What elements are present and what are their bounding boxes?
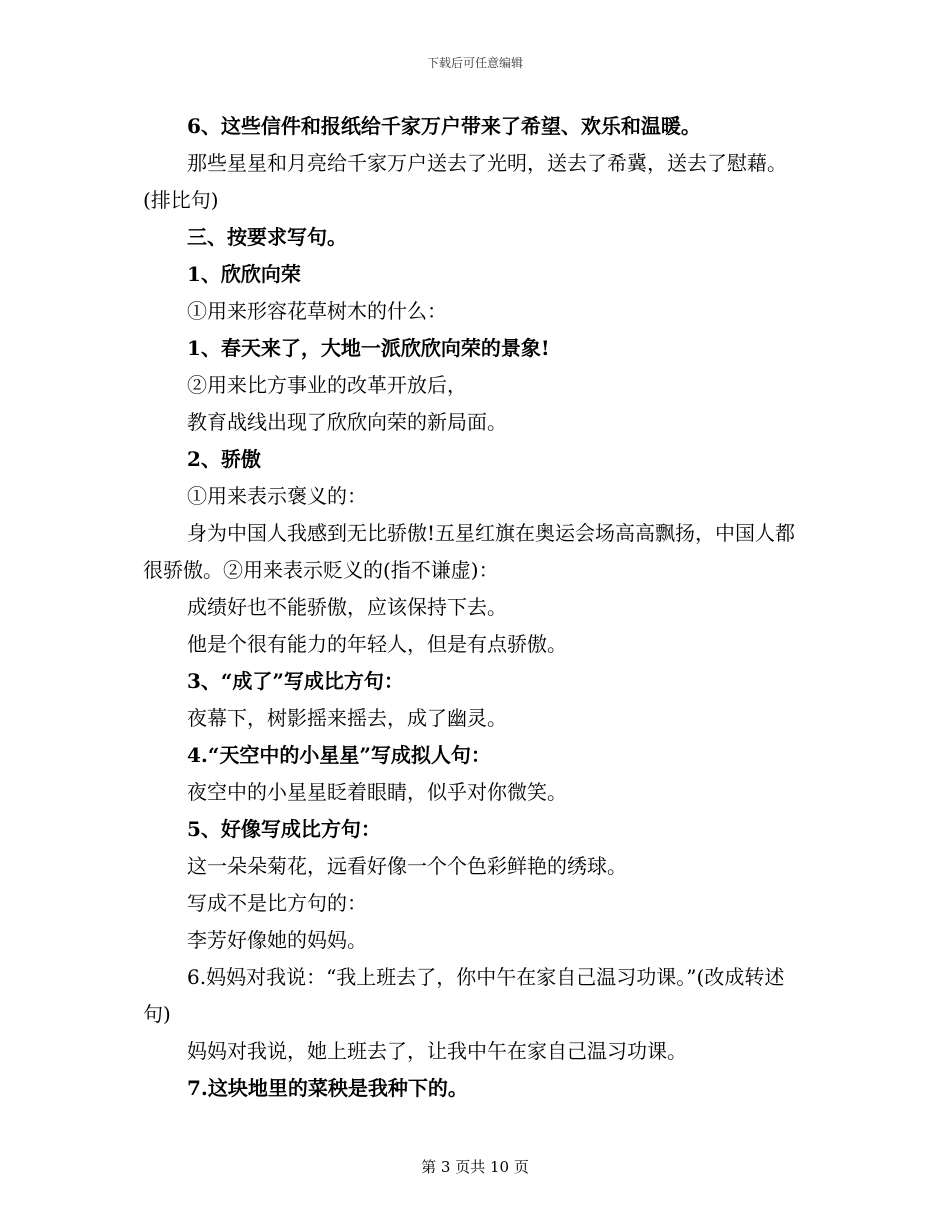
paragraph: 夜幕下，树影摇来摇去，成了幽灵。 [187, 706, 507, 730]
paragraph: 4.“天空中的小星星”写成拟人句： [187, 743, 491, 767]
paragraph: 妈妈对我说，她上班去了，让我中午在家自己温习功课。 [187, 1039, 687, 1063]
paragraph: 6.妈妈对我说：“我上班去了，你中午在家自己温习功课。”(改成转述句) [143, 965, 785, 1026]
paragraph: 写成不是比方句的： [187, 891, 367, 915]
page-header: 下载后可任意编辑 [426, 56, 523, 70]
paragraph: ①用来形容花草树木的什么： [187, 299, 447, 323]
paragraph: 1、欣欣向荣 [187, 262, 301, 286]
paragraph: 1、春天来了，大地一派欣欣向荣的景象! [187, 336, 550, 360]
paragraph: 这一朵朵菊花，远看好像一个个色彩鲜艳的绣球。 [187, 854, 627, 878]
paragraph: 教育战线出现了欣欣向荣的新局面。 [187, 410, 507, 434]
paragraph: 身为中国人我感到无比骄傲!五星红旗在奥运会场高高飘扬，中国人都很骄傲。②用来表示贬义的(指不谦虚)： [143, 521, 796, 582]
paragraph: 6、这些信件和报纸给千家万户带来了希望、欢乐和温暖。 [187, 114, 701, 138]
paragraph: 成绩好也不能骄傲，应该保持下去。 [187, 595, 507, 619]
paragraph: 7.这块地里的菜秧是我种下的。 [187, 1076, 468, 1100]
paragraph: 三、按要求写句。 [187, 225, 347, 249]
paragraph: 李芳好像她的妈妈。 [187, 928, 367, 952]
paragraph: 他是个很有能力的年轻人，但是有点骄傲。 [187, 632, 567, 656]
document-body [143, 108, 807, 1107]
paragraph: ②用来比方事业的改革开放后， [187, 373, 467, 397]
paragraph: 5、好像写成比方句： [187, 817, 381, 841]
paragraph: ①用来表示褒义的： [187, 484, 367, 508]
paragraph: 2、骄傲 [187, 447, 261, 471]
paragraph: 夜空中的小星星眨着眼睛，似乎对你微笑。 [187, 780, 567, 804]
page-footer: 第 3 页共 10 页 [421, 1158, 529, 1176]
paragraph: 那些星星和月亮给千家万户送去了光明，送去了希冀，送去了慰藉。(排比句) [143, 151, 787, 212]
paragraph: 3、“成了”写成比方句： [187, 669, 404, 693]
